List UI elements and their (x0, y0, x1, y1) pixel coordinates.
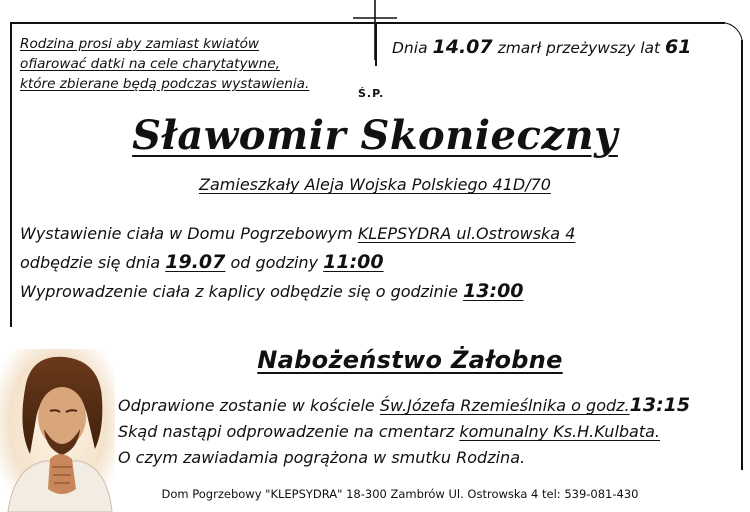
service-line1-prefix: Odprawione zostanie w kościele (118, 396, 375, 415)
family-request-note (20, 34, 360, 94)
service-info (118, 392, 690, 471)
closing-line: O czym zawiadamia pogrążona w smutku Rodzina. (118, 448, 526, 467)
death-date: 14.07 (432, 36, 493, 58)
viewing-line2-prefix: odbędzie się dnia (20, 253, 161, 272)
departure-prefix: Wyprowadzenie ciała z kaplicy odbędzie się o godzinie (20, 282, 458, 301)
service-time: 13:15 (629, 394, 691, 416)
cemetery-name: komunalny Ks.H.Kulbata. (459, 422, 661, 441)
viewing-line1-prefix: Wystawienie ciała w Domu Pogrzebowym (20, 224, 353, 243)
deceased-address: Zamieszkały Aleja Wojska Polskiego 41D/70 (199, 175, 551, 194)
death-middle: zmarł przeżywszy lat (497, 39, 661, 57)
note-line: które zbierane będą podczas wystawienia. (20, 76, 310, 92)
deceased-name: Sławomir Skonieczny (132, 112, 618, 159)
death-prefix: Dnia (392, 39, 428, 57)
departure-time: 13:00 (463, 280, 524, 302)
viewing-info (20, 220, 575, 306)
age: 61 (665, 36, 692, 58)
funeral-home-place: KLEPSYDRA ul.Ostrowska 4 (357, 224, 576, 243)
sp-label: Ś.P. (358, 87, 385, 100)
viewing-date: 19.07 (165, 251, 226, 273)
viewing-line2-middle: od godziny (230, 253, 319, 272)
frame-top-right-corner (716, 22, 743, 45)
death-info (392, 36, 692, 58)
service-title: Nabożeństwo Żałobne (257, 346, 563, 374)
service-line2-prefix: Skąd nastąpi odprowadzenie na cmentarz (118, 422, 455, 441)
funeral-home-footer: Dom Pogrzebowy "KLEPSYDRA" 18-300 Zambrów Ul. Ostrowska 4 tel: 539-081-430 (161, 487, 639, 501)
viewing-time: 11:00 (323, 251, 384, 273)
note-line: ofiarować datki na cele charytatywne, (20, 56, 280, 72)
note-line: Rodzina prosi aby zamiast kwiatów (20, 36, 260, 52)
frame-right-line (741, 40, 743, 470)
church-name: Św.Józefa Rzemieślnika o godz. (379, 396, 630, 415)
